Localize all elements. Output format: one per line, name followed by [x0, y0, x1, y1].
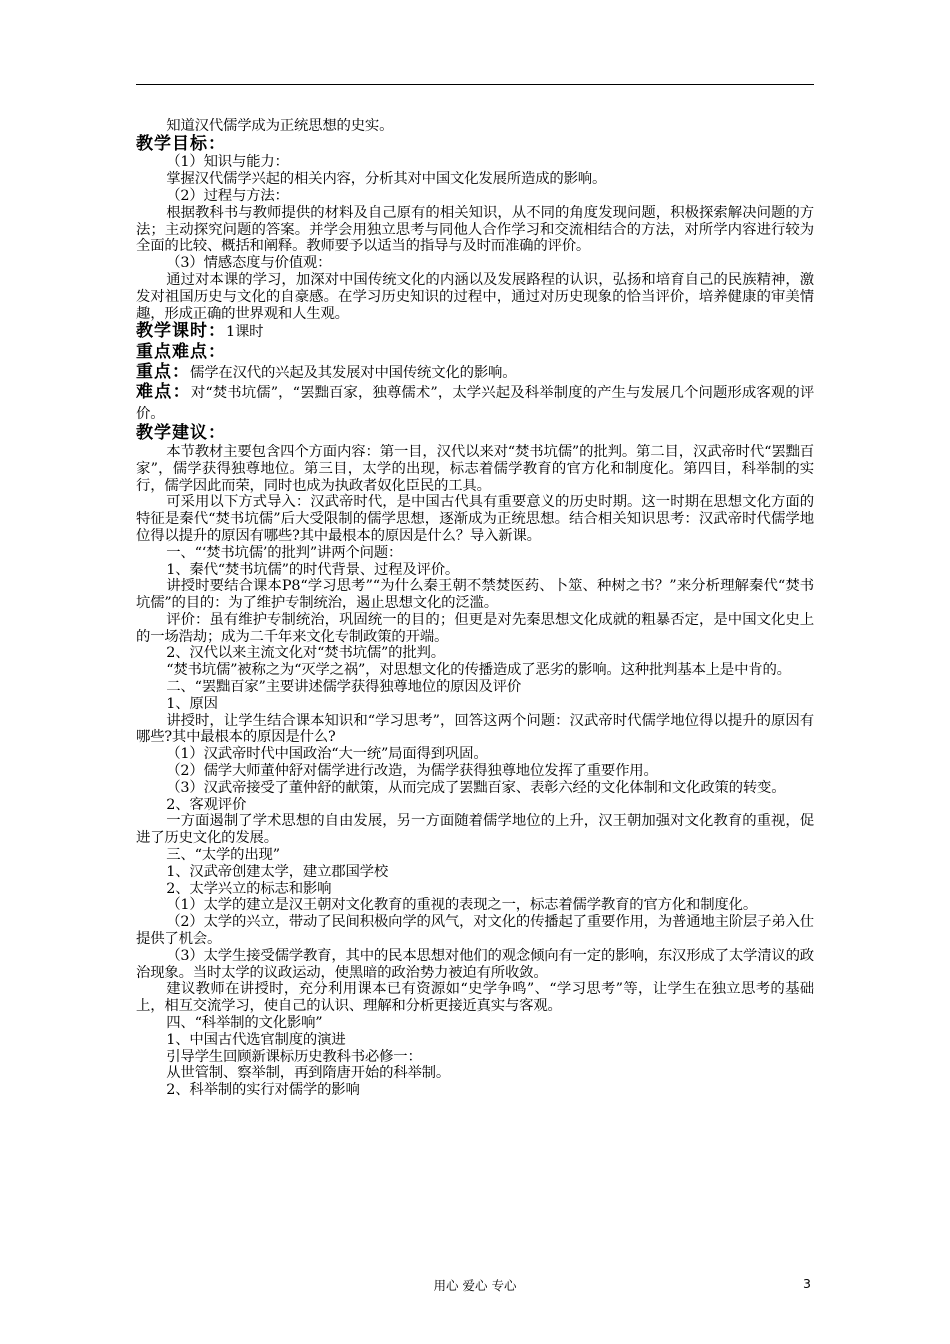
paragraph-text: “焚书坑儒”被称之为“灭学之祸”，对思想文化的传播造成了恶劣的影响。这种批判基本上是中肯的。: [166, 662, 791, 679]
body-paragraph: [136, 154, 814, 171]
heading-label: 教学课时：: [136, 321, 226, 342]
footer-text: 用心 爱心 专心: [433, 1278, 517, 1293]
paragraph-text: 讲授时要结合课本P8“学习思考”“为什么秦王朝不禁焚医药、卜筮、种树之书？”来分析理解秦代“焚书坑儒”的目的：为了维护专制统治，遏止思想文化的泛滥。: [136, 578, 814, 612]
body-paragraph: [136, 1032, 814, 1049]
heading-inline-text: 儒学在汉代的兴起及其发展对中国传统文化的影响。: [190, 364, 517, 381]
paragraph-text: 可采用以下方式导入：汉武帝时代，是中国古代具有重要意义的历史时期。这一时期在思想文化方面的特征是秦代“焚书坑儒”后大受限制的儒学思想，逐渐成为正统思想。结合相关知识思考：汉武帝时代儒学地位得以提升的原因有哪些?其中最根本的原因是什么？导入新课。: [136, 494, 814, 544]
body-paragraph: [136, 494, 814, 544]
section-heading: [136, 424, 814, 444]
body-paragraph: [136, 662, 814, 679]
body-paragraph: [136, 562, 814, 579]
page-footer: [0, 1276, 950, 1292]
body-paragraph: [136, 713, 814, 747]
paragraph-text: （2）过程与方法：: [166, 187, 289, 204]
paragraph-text: 二、“罢黜百家”主要讲述儒学获得独尊地位的原因及评价: [166, 679, 522, 696]
paragraph-text: 讲授时，让学生结合课本知识和“学习思考”，回答这两个问题：汉武帝时代儒学地位得以提升的原因有哪些?其中最根本的原因是什么?: [136, 712, 814, 746]
body-paragraph: [136, 1049, 814, 1066]
body-paragraph: [136, 205, 814, 255]
body-paragraph: [136, 255, 814, 272]
paragraph-text: 四、“科举制的文化影响”: [166, 1015, 323, 1032]
body-paragraph: [136, 578, 814, 612]
paragraph-text: 1、原因: [166, 695, 218, 712]
paragraph-text: 1、汉武帝创建太学，建立郡国学校: [166, 863, 389, 880]
paragraph-text: （2）儒学大师董仲舒对儒学进行改造，为儒学获得独尊地位发挥了重要作用。: [166, 763, 658, 780]
body-paragraph: [136, 696, 814, 713]
paragraph-text: 一方面遏制了学术思想的自由发展，另一方面随着儒学地位的上升，汉王朝加强对文化教育的重视，促进了历史文化的发展。: [136, 813, 814, 847]
section-heading: [136, 322, 814, 343]
paragraph-text: 一、“‘焚书坑儒’的批判”讲两个问题：: [166, 544, 403, 561]
header-rule: [136, 84, 814, 85]
heading-label: 教学目标：: [136, 133, 226, 154]
body-paragraph: [136, 1065, 814, 1082]
body-paragraph: [136, 545, 814, 562]
paragraph-text: 知道汉代儒学成为正统思想的史实。: [166, 118, 394, 134]
paragraph-text: 2、科举制的实行对儒学的影响: [166, 1082, 360, 1099]
body-paragraph: [136, 948, 814, 982]
paragraph-text: （3）太学生接受儒学教育，其中的民本思想对他们的观念倾向有一定的影响，东汉形成了太学清议的政治现象。当时太学的议政运动，使黑暗的政治势力被迫有所收敛。: [136, 947, 814, 981]
heading-inline-text: 对“焚书坑儒”，“罢黜百家，独尊儒术”，太学兴起及科举制度的产生与发展几个问题形成客观的评价。: [136, 385, 815, 422]
heading-label: 重点：: [136, 361, 190, 382]
body-paragraph: [136, 188, 814, 205]
paragraph-text: 从世管制、察举制，再到隋唐开始的科举制。: [166, 1065, 451, 1082]
paragraph-text: 1、中国古代选官制度的演进: [166, 1031, 346, 1048]
paragraph-text: 三、“太学的出现”: [166, 847, 280, 864]
heading-inline-text: 1课时: [226, 324, 264, 341]
body-paragraph: [136, 797, 814, 814]
body-paragraph: [136, 612, 814, 646]
paragraph-text: 根据教科书与教师提供的材料及自己原有的相关知识，从不同的角度发现问题，积极探索解决问题的方法；主动探究问题的答案。并学会用独立思考与同他人合作学习和交流相结合的方法，对所学内容进行较为全面的比较、概括和阐释。教师要予以适当的指导与及时而准确的评价。: [136, 204, 814, 255]
paragraph-text: （2）太学的兴立，带动了民间积极向学的风气，对文化的传播起了重要作用，为普通地主阶层子弟入仕提供了机会。: [136, 914, 814, 948]
paragraph-text: （3）汉武帝接受了董仲舒的献策，从而完成了罢黜百家、表彰六经的文化体制和文化政策的转变。: [166, 779, 786, 796]
body-paragraph: [136, 645, 814, 662]
body-paragraph: [136, 780, 814, 797]
paragraph-text: 本节教材主要包含四个方面内容：第一目，汉代以来对“焚书坑儒”的批判。第二目，汉武帝时代“罢黜百家”，儒学获得独尊地位。第三目，太学的出现，标志着儒学教育的官方化和制度化。第四目，科举制的实行，儒学因此而荣，同时也成为执政者奴化臣民的工具。: [136, 443, 814, 494]
paragraph-text: 2、汉代以来主流文化对“焚书坑儒”的批判。: [166, 645, 445, 662]
body-paragraph: [136, 272, 814, 322]
paragraph-text: 通过对本课的学习，加深对中国传统文化的内涵以及发展路程的认识，弘扬和培育自己的民族精神，激发对祖国历史与文化的自豪感。在学习历史知识的过程中，通过对历史现象的恰当评价，培养健康的审美情趣，形成正确的世界观和人生观。: [136, 271, 814, 322]
paragraph-text: （1）知识与能力：: [166, 154, 289, 171]
paragraph-text: 建议教师在讲授时，充分利用课本已有资源如“史学争鸣”、“学习思考”等，让学生在独立思考的基础上，相互交流学习，使自己的认识、理解和分析更接近真实与客观。: [136, 981, 814, 1015]
body-paragraph: [136, 847, 814, 864]
paragraph-text: 1、秦代“焚书坑儒”的时代背景、过程及评价。: [166, 561, 460, 578]
heading-label: 重点难点：: [136, 341, 226, 362]
body-paragraph: [136, 864, 814, 881]
document-body: [136, 118, 814, 1099]
body-paragraph: [136, 679, 814, 696]
body-paragraph: [136, 1082, 814, 1099]
heading-label: 教学建议：: [136, 423, 226, 444]
body-paragraph: [136, 813, 814, 847]
section-heading: [136, 343, 814, 363]
body-paragraph: [136, 881, 814, 898]
body-paragraph: [136, 897, 814, 914]
section-heading: [136, 363, 814, 384]
body-paragraph: [136, 118, 814, 135]
heading-label: 难点：: [136, 382, 191, 403]
body-paragraph: [136, 171, 814, 188]
paragraph-text: 引导学生回顾新课标历史教科书必修一：: [166, 1048, 422, 1065]
body-paragraph: [136, 1015, 814, 1032]
paragraph-text: 掌握汉代儒学兴起的相关内容，分析其对中国文化发展所造成的影响。: [166, 171, 607, 188]
paragraph-text: （1）太学的建立是汉王朝对文化教育的重视的表现之一，标志着儒学教育的官方化和制度化。: [166, 897, 758, 914]
section-heading: [136, 135, 814, 155]
paragraph-text: 评价：虽有维护专制统治，巩固统一的目的；但更是对先秦思想文化成就的粗暴否定，是中国文化史上的一场浩劫；成为二千年来文化专制政策的开端。: [136, 611, 814, 645]
page-number: 3: [803, 1276, 811, 1291]
body-paragraph: [136, 746, 814, 763]
section-heading: [136, 383, 814, 424]
paragraph-text: 2、客观评价: [166, 796, 247, 813]
paragraph-text: （1）汉武帝时代中国政治“大一统”局面得到巩固。: [166, 746, 488, 763]
body-paragraph: [136, 763, 814, 780]
body-paragraph: [136, 981, 814, 1015]
body-paragraph: [136, 914, 814, 948]
paragraph-text: （3）情感态度与价值观：: [166, 255, 332, 272]
body-paragraph: [136, 444, 814, 494]
paragraph-text: 2、太学兴立的标志和影响: [166, 880, 332, 897]
